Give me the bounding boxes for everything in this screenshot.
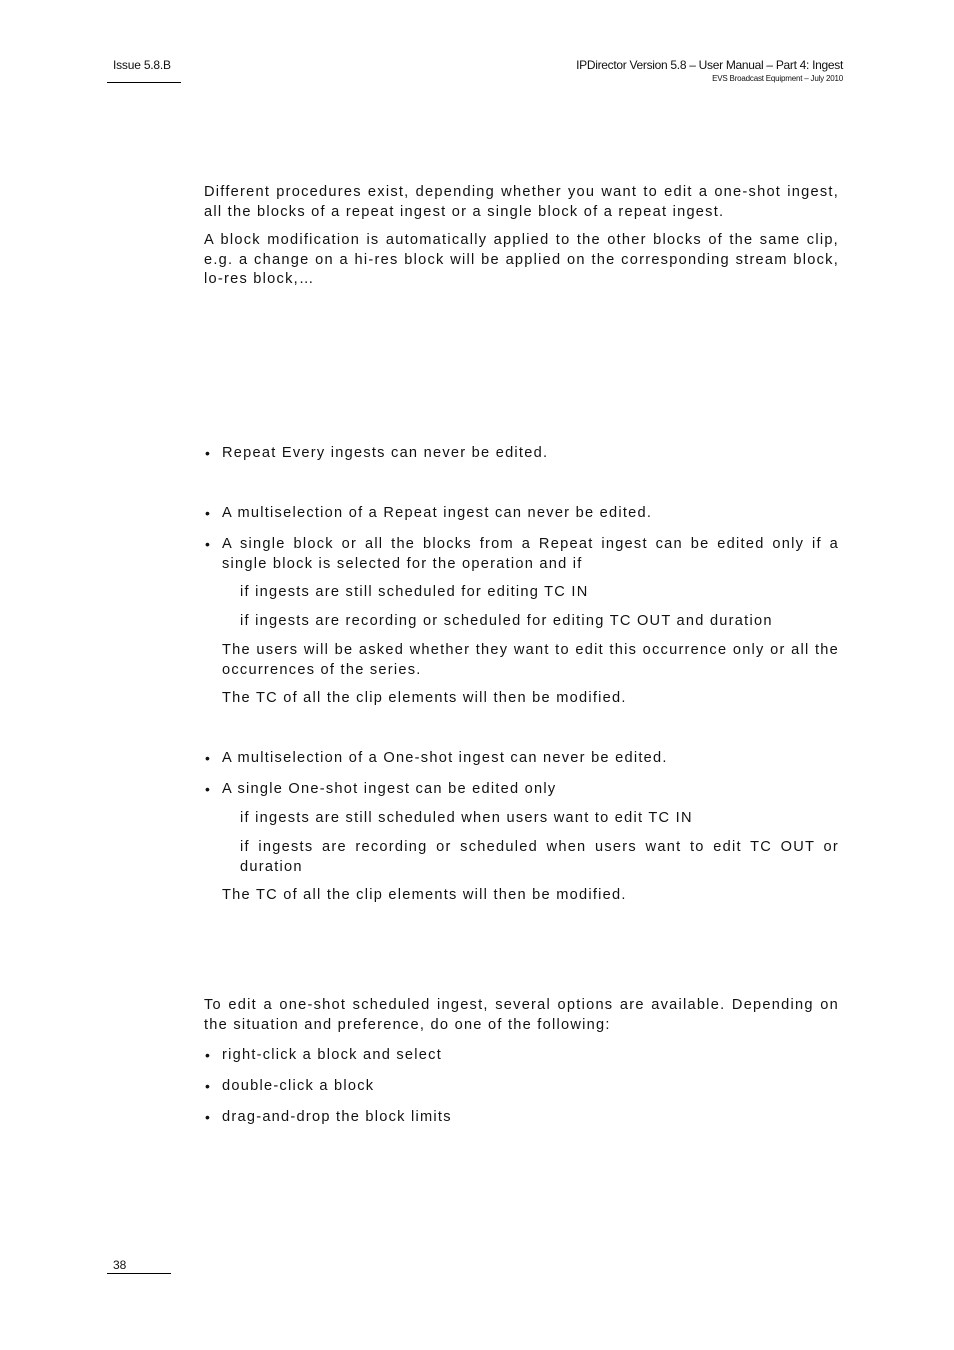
oneshot-note-tc: The TC of all the clip elements will then be modified.	[222, 887, 627, 903]
manual-title: IPDirector Version 5.8 – User Manual – Part 4: Ingest	[576, 58, 843, 72]
footer-rule	[107, 1273, 171, 1274]
issue-label: Issue 5.8.B	[113, 58, 171, 72]
repeat-condition-tc-out: if ingests are recording or scheduled for editing TC OUT and duration	[240, 613, 773, 629]
oneshot-condition-tc-in: if ingests are still scheduled when users want to edit TC IN	[240, 810, 693, 826]
option-drag-and-drop: drag-and-drop the block limits	[222, 1109, 452, 1125]
bullet-glyph: •	[205, 1047, 210, 1063]
bullet-glyph: •	[205, 750, 210, 766]
howto-intro: To edit a one-shot scheduled ingest, several options are available. Depending on the situation and preference, do one of the following:	[204, 997, 839, 1033]
page-number: 38	[113, 1258, 127, 1272]
repeat-every-rule: Repeat Every ingests can never be edited.	[222, 445, 549, 461]
oneshot-multiselection-rule: A multiselection of a One-shot ingest can never be edited.	[222, 750, 668, 766]
repeat-condition-tc-in: if ingests are still scheduled for editing TC IN	[240, 584, 589, 600]
repeat-note-occurrence: The users will be asked whether they want to edit this occurrence only or all the occurrences of the series.	[222, 642, 839, 678]
intro-paragraph-2: A block modification is automatically applied to the other blocks of the same clip, e.g. a change on a hi-res block will be applied on the corresponding stream block, lo-res block,…	[204, 232, 839, 287]
repeat-note-tc: The TC of all the clip elements will then be modified.	[222, 690, 627, 706]
bullet-glyph: •	[205, 781, 210, 797]
bullet-glyph: •	[205, 536, 210, 552]
oneshot-single-rule: A single One-shot ingest can be edited only	[222, 781, 557, 797]
option-right-click: right-click a block and select	[222, 1047, 443, 1063]
manual-subtitle: EVS Broadcast Equipment – July 2010	[712, 74, 843, 83]
oneshot-condition-tc-out: if ingests are recording or scheduled when users want to edit TC OUT or duration	[240, 839, 839, 875]
repeat-multiselection-rule: A multiselection of a Repeat ingest can never be edited.	[222, 505, 653, 521]
bullet-glyph: •	[205, 505, 210, 521]
header-rule	[107, 82, 181, 83]
bullet-glyph: •	[205, 445, 210, 461]
bullet-glyph: •	[205, 1078, 210, 1094]
bullet-glyph: •	[205, 1109, 210, 1125]
option-double-click: double-click a block	[222, 1078, 375, 1094]
intro-paragraph-1: Different procedures exist, depending whether you want to edit a one-shot ingest, all the blocks of a repeat ingest or a single block of a repeat ingest.	[204, 184, 839, 220]
repeat-single-block-rule: A single block or all the blocks from a Repeat ingest can be edited only if a single block is selected for the operation and if	[222, 536, 839, 572]
